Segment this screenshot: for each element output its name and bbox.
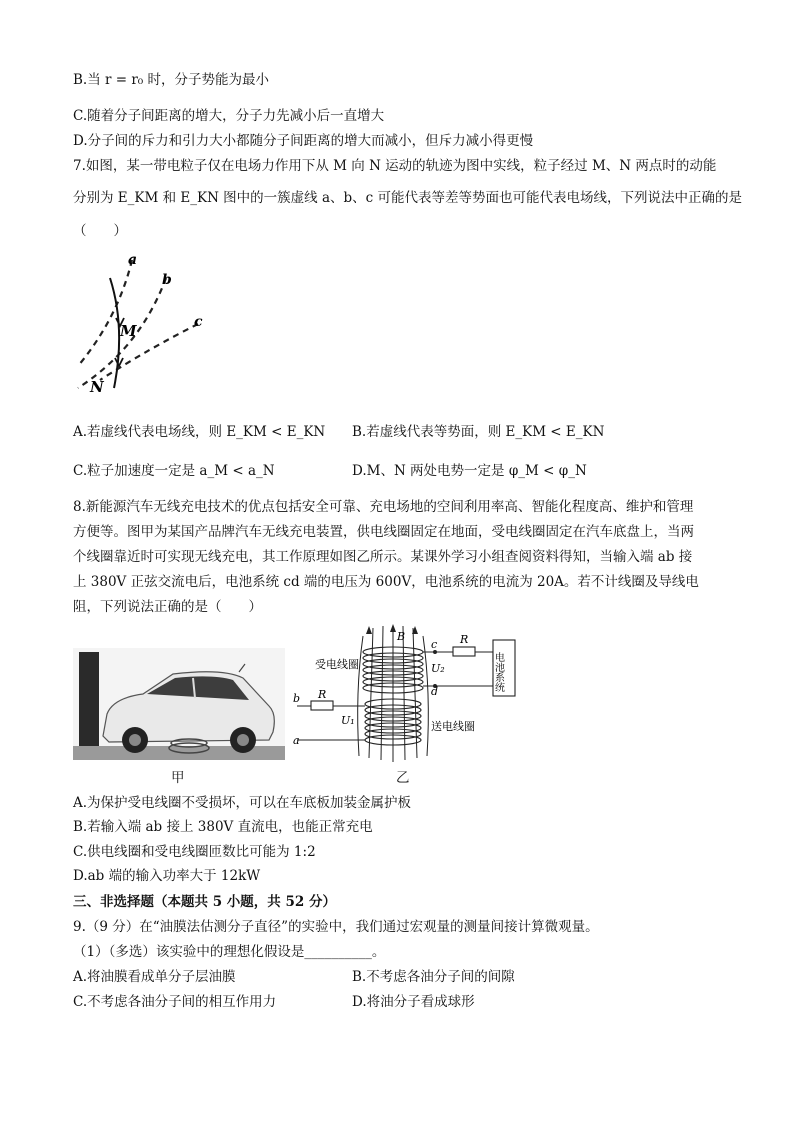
q9-option-a: A.将油膜看成单分子层油膜	[73, 969, 236, 985]
q8-stem-line4: 上 380V 正弦交流电后，电池系统 cd 端的电压为 600V，电池系统的电流为 20A。若不计线圈及导线电	[73, 574, 699, 590]
q8-stem-line3: 个线圈靠近时可实现无线充电，其工作原理如图乙所示。某课外学习小组查阅资料得知，当输入端 ab 接	[73, 549, 693, 565]
q9-option-c: C.不考虑各油分子间的相互作用力	[73, 994, 277, 1010]
battery-system-label: 电池系统	[492, 652, 504, 692]
label-b: b	[293, 692, 301, 705]
q8-stem-line2: 方便等。图甲为某国产品牌汽车无线充电装置，供电线圈固定在地面，受电线圈固定在汽车底盘上，当两	[73, 524, 694, 540]
label-c: c	[431, 638, 438, 651]
wireless-charging-circuit	[285, 622, 525, 770]
receive-coil-label: 受电线圈	[315, 658, 359, 671]
label-U2: U₂	[431, 662, 445, 675]
field-label-B: B	[397, 630, 406, 643]
caption-yi: 乙	[396, 770, 410, 786]
q9-option-b: B.不考虑各油分子间的间隙	[352, 969, 515, 985]
label-c: c	[194, 314, 203, 330]
label-M: M	[120, 322, 137, 340]
field-lines	[358, 626, 429, 762]
label-N: N	[90, 378, 104, 396]
q9-stem: 9.（9 分）在“油膜法估测分子直径”的实验中，我们通过宏观量的测量间接计算微观量。	[73, 919, 599, 935]
caption-jia: 甲	[171, 770, 185, 786]
section-3-heading: 三、非选择题（本题共 5 小题，共 52 分）	[73, 894, 336, 910]
label-R-upper: R	[460, 633, 469, 646]
q7-stem-line1: 7.如图，某一带电粒子仅在电场力作用下从 M 向 N 运动的轨迹为图中实线，粒子经过 M、N 两点时的动能	[73, 158, 717, 174]
q9-option-d: D.将油分子看成球形	[352, 994, 475, 1010]
label-R-lower: R	[318, 688, 327, 701]
q8-option-c: C.供电线圈和受电线圈匝数比可能为 1:2	[73, 844, 316, 860]
label-d: d	[431, 685, 439, 698]
label-U1: U₁	[341, 714, 355, 727]
q7-field-figure	[70, 248, 220, 398]
q7-answer-paren: （ ）	[73, 223, 127, 239]
label-a: a	[128, 252, 138, 268]
q7-option-d: D.M、N 两处电势一定是 φ_M < φ_N	[352, 463, 587, 479]
charging-post	[79, 652, 99, 756]
q8-stem-line1: 8.新能源汽车无线充电技术的优点包括安全可靠、充电场地的空间利用率高、智能化程度高、维护和管理	[73, 499, 694, 515]
resistor-lower	[311, 701, 333, 710]
car-charging-photo	[73, 648, 285, 760]
trajectory	[110, 278, 119, 388]
q7-option-b: B.若虚线代表等势面，则 E_KM < E_KN	[352, 424, 605, 440]
q8-option-b: B.若输入端 ab 接上 380V 直流电，也能正常充电	[73, 819, 373, 835]
q8-stem-line5: 阻，下列说法正确的是（ ）	[73, 599, 262, 615]
send-coil-label: 送电线圈	[431, 720, 475, 733]
q7-option-c: C.粒子加速度一定是 a_M < a_N	[73, 463, 275, 479]
label-a: a	[293, 734, 300, 747]
q6-option-d: D.分子间的斥力和引力大小都随分子间距离的增大而减小，但斥力减小得更慢	[73, 133, 534, 149]
q6-option-b: B.当 r = r₀ 时，分子势能为最小	[73, 72, 270, 88]
q9-part1: （1）（多选）该实验中的理想化假设是__________。	[73, 944, 386, 960]
curve-c	[100, 324, 198, 380]
label-b: b	[162, 272, 172, 288]
q8-option-d: D.ab 端的输入功率大于 12kW	[73, 868, 261, 884]
q6-option-c: C.随着分子间距离的增大，分子力先减小后一直增大	[73, 108, 385, 124]
q8-option-a: A.为保护受电线圈不受损坏，可以在车底板加装金属护板	[73, 795, 412, 811]
q7-option-a: A.若虚线代表电场线，则 E_KM < E_KN	[73, 424, 326, 440]
curve-a	[78, 260, 132, 366]
resistor-upper	[453, 647, 475, 656]
q7-stem-line2: 分别为 E_KM 和 E_KN 图中的一簇虚线 a、b、c 可能代表等差等势面也可能代表电场线，下列说法中正确的是	[73, 190, 743, 206]
